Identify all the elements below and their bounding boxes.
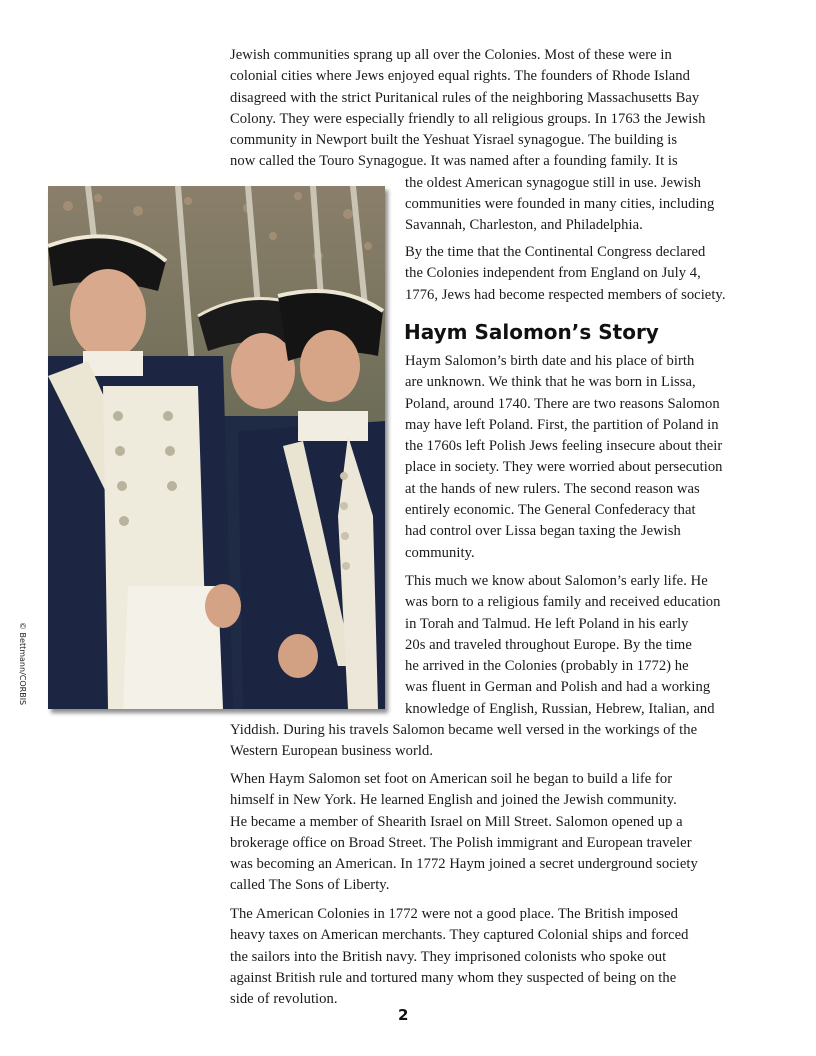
paragraph-early-life: This much we know about Salomon’s early life. He was born to a religious family and received education in Torah and Talmud. He left Poland in his early 20s and traveled throughout Europe. By the time he arrived in the Colonies (probably in 1772) he was fluent in German and Polish and had a working knowledge of English, Russian, Hebrew, Italian, and Yiddish. During his travels Salomon became well versed in the workings of the Western European business world. — [230, 573, 721, 760]
paragraph-independence: By the time that the Continental Congress declared the Colonies independent from England on July 4, 1776, Jews had become respected members of society. — [405, 244, 726, 303]
paragraph-birth: Haym Salomon’s birth date and his place of birth are unknown. We think that he was born in Lissa, Poland, around 1740. There are two reasons Salomon may have left Poland. First, the partition of Poland in the 1760s left Polish Jews feeling insecure about their place in society. They were worried about persecution at the hands of new rulers. The second reason was entirely economic. The General Confederacy that had control over Lissa began taxing the Jewish community. — [405, 353, 723, 561]
paragraph-new-york: When Haym Salomon set foot on American soil he began to build a life for himself in New York. He learned English and joined the Jewish community. He became a member of Shearith Israel on Mill Street. Salomon opened up a brokerage office on Broad Street. The Polish immigrant and European traveler was becoming an American. In 1772 Haym joined a secret underground society called The Sons of Liberty. — [230, 771, 698, 894]
photo-illustration — [48, 186, 385, 709]
photo-colonial-soldiers — [48, 186, 385, 709]
photo-credit: © Bettmann/CORBIS — [18, 622, 27, 706]
paragraph-communities: Jewish communities sprang up all over the Colonies. Most of these were in colonial cities where Jews enjoyed equal rights. The founders of Rhode Island disagreed with the strict Puritanical rules of the neighboring Massachusetts Bay Colony. They were especially friendly to all religious groups. In 1763 the Jewish community in Newport built the Yeshuat Yisrael synagogue. The building is now called the Touro Synagogue. It was named after a founding family. It is the oldest American synagogue still in use. Jewish communities were founded in many cities, including Savannah, Charleston, and Philadelphia. — [230, 47, 715, 234]
section-heading: Haym Salomon’s Story — [404, 320, 659, 344]
page-number: 2 — [398, 1006, 409, 1024]
paragraph-colonies-1772: The American Colonies in 1772 were not a good place. The British imposed heavy taxes on American merchants. They captured Colonial ships and forced the sailors into the British navy. They imprisoned colonists who spoke out against British rule and tortured many whom they suspected of being on the side of revolution. — [230, 906, 689, 1008]
